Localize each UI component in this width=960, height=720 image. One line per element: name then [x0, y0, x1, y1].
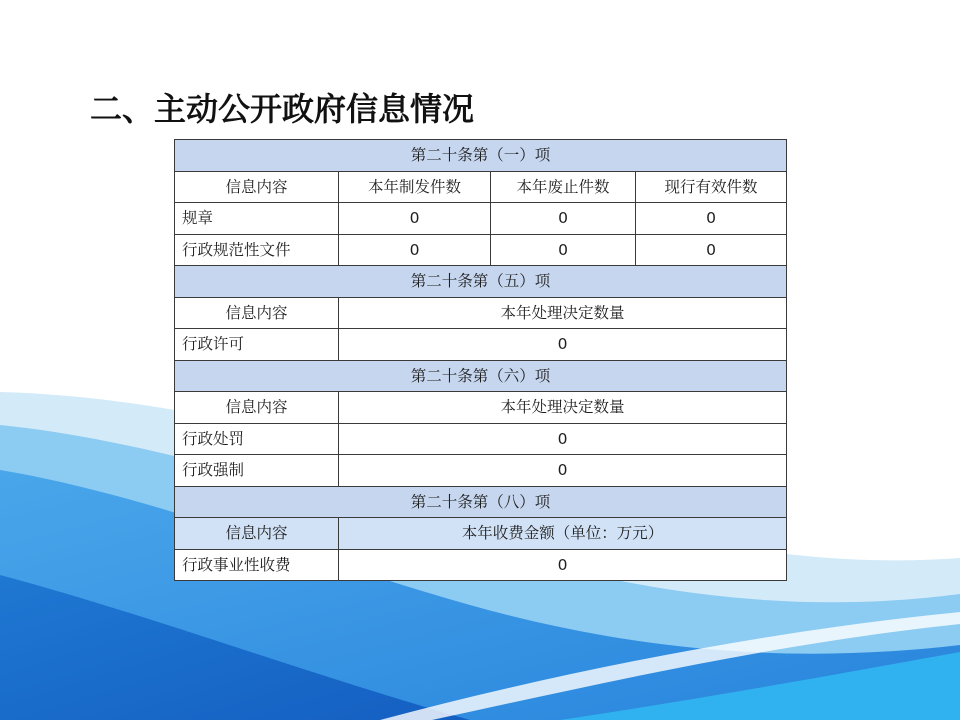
value-cell: 0	[636, 203, 787, 235]
table-row	[175, 549, 787, 581]
row-label: 行政事业性收费	[175, 549, 339, 581]
column-header: 本年收费金额（单位：万元）	[339, 518, 787, 550]
table-row	[175, 234, 787, 266]
section-heading-row	[175, 486, 787, 518]
column-header-row	[175, 297, 787, 329]
section-heading-row	[175, 266, 787, 298]
section-heading: 第二十条第（五）项	[175, 266, 787, 298]
row-label: 行政处罚	[175, 423, 339, 455]
column-header-row	[175, 171, 787, 203]
table-row	[175, 329, 787, 361]
column-header: 信息内容	[175, 297, 339, 329]
column-header-row	[175, 518, 787, 550]
section-heading-row	[175, 360, 787, 392]
column-header-row	[175, 392, 787, 424]
disclosure-table	[174, 139, 787, 581]
row-label: 行政许可	[175, 329, 339, 361]
column-header: 现行有效件数	[636, 171, 787, 203]
value-cell: 0	[339, 549, 787, 581]
value-cell: 0	[491, 234, 636, 266]
table-row	[175, 455, 787, 487]
section-heading: 第二十条第（六）项	[175, 360, 787, 392]
value-cell: 0	[339, 455, 787, 487]
column-header: 本年处理决定数量	[339, 297, 787, 329]
column-header: 本年制发件数	[339, 171, 491, 203]
table-row	[175, 423, 787, 455]
value-cell: 0	[636, 234, 787, 266]
column-header: 本年处理决定数量	[339, 392, 787, 424]
table-row	[175, 203, 787, 235]
column-header: 信息内容	[175, 171, 339, 203]
section-heading: 第二十条第（一）项	[175, 140, 787, 172]
value-cell: 0	[339, 203, 491, 235]
row-label: 规章	[175, 203, 339, 235]
column-header: 信息内容	[175, 518, 339, 550]
section-heading-row	[175, 140, 787, 172]
value-cell: 0	[491, 203, 636, 235]
row-label: 行政强制	[175, 455, 339, 487]
column-header: 本年废止件数	[491, 171, 636, 203]
value-cell: 0	[339, 329, 787, 361]
section-heading: 第二十条第（八）项	[175, 486, 787, 518]
value-cell: 0	[339, 423, 787, 455]
value-cell: 0	[339, 234, 491, 266]
slide-title: 二、主动公开政府信息情况	[90, 90, 475, 128]
row-label: 行政规范性文件	[175, 234, 339, 266]
column-header: 信息内容	[175, 392, 339, 424]
